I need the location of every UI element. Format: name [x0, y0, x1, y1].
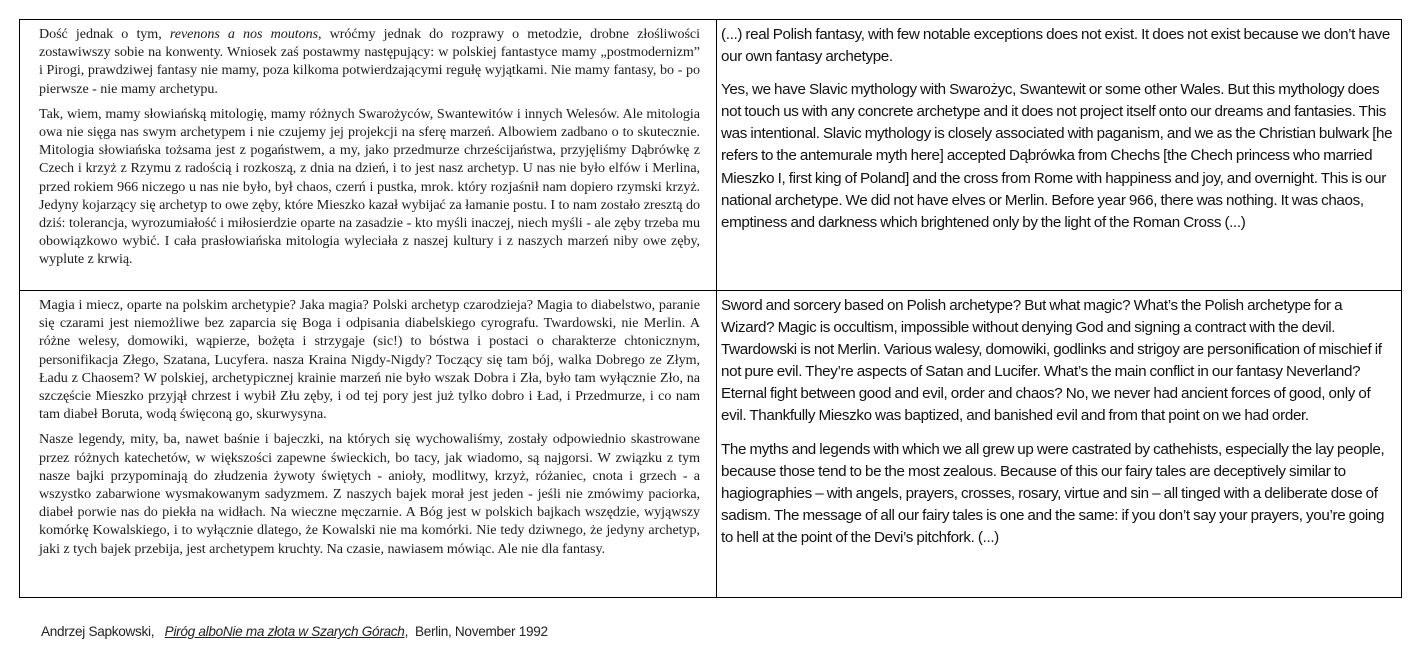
- caption-title-link[interactable]: Piróg alboNie ma złota w Szarych Górach: [164, 624, 405, 639]
- caption-place-date: , Berlin, November 1992: [404, 624, 548, 639]
- polish-text: Dość jednak o tym,: [39, 26, 170, 42]
- source-caption: [41, 624, 548, 639]
- polish-paragraph: Tak, wiem, mamy słowiańską mitologię, mamy różnych Swarożyców, Swantewitów i innych Welesów. Ale mitologia owa nie sięga nas swym archetypem i nie czujemy jej projekcji na sferę marzeń. Albowiem zadbano o to skutecznie. Mitologia słowiańska tożsama jest z pogaństwem, a my, jako przedmurze chrześcijaństwa, przyjęliśmy Dąbrówkę z Czech i krzyż z Rzymu z radością i rozkoszą, z dnia na dzień, i to jest nasz archetyp. U nas nie było elfów i Merlina, przed rokiem 966 niczego u nas nie było, był chaos, czerń i pustka, mrok. który rozjaśnił nam dopiero rzymski krzyż. Jedyny kojarzący się archetyp to owe zęby, które Mieszko kazał wybijać za łamanie postu. I to nam zostało zresztą do dziś: tolerancja, wyrozumiałość i miłosierdzie oparte na zasadzie - kto myśli inaczej, niech myśli - ale zęby trzeba mu obowiązkowo wybić. I cała prasłowiańska mitologia wyleciała z naszej kultury i z naszych marzeń niby owe zęby, wyplute z krwią.: [39, 105, 700, 268]
- polish-paragraph: Magia i miecz, oparte na polskim archetypie? Jaka magia? Polski archetyp czarodzieja? Magia to diabelstwo, paranie się czarami jest niemożliwe bez zaparcia się Boga i odpisania diabelskiego cyrografu. Twardowski, nie Merlin. A różne welesy, domowiki, wąpierze, bożęta i strzygaje (sic!) to bóstwa i postaci o charakterze chtonicznym, personifikacja Złego, Szatana, Lucyfera. nasza Kraina Nigdy-Nigdy? Toczący się tam bój, walka Dobrego ze Złym, Ładu z Chaosem? W polskiej, archetypicznej krainie marzeń nie było wszak Dobra i Zła, było tam wyłącznie Zło, na szczęście Mieszko przyjął chrzest i wybił Złu zęby, i od tej pory jest już tylko dobro i Ład, i Przedmurze, i co nam tam diabeł Boruta, wodą święconą go, skurwysyna.: [39, 297, 700, 423]
- polish-paragraph: Nasze legendy, mity, ba, nawet baśnie i bajeczki, na których się wychowaliśmy, zostały odpowiednio skastrowane przez różnych katechetów, w większości zapewne świeckich, bo tacy, jak wiadomo, są najgorsi. W związku z tym nasze bajki przypominają do złudzenia żywoty świętych - anioły, modlitwy, krzyż, różaniec, cnota i grzech - a wszystko zabarwione wysmakowanym sadyzmem. Z naszych bajek morał jest jeden - jeśli nie zmówimy paciorka, diabeł porwie nas do piekła na widłach. Na wieczne męczarnie. A Bóg jest w polskich bajkach wszędzie, wyjąwszy komórkę Kowalskiego, i to wyłącznie dlatego, że Kowalski nie ma komórki. Nie tedy dziwnego, że jedyny archetyp, jaki z tych bajek przebija, jest archetypem kruchty. Na czasie, nawiasem mówiąc. Ale nie dla fantasy.: [39, 431, 700, 557]
- polish-paragraph: [39, 25, 700, 98]
- english-paragraph: The myths and legends with which we all grew up were castrated by cathehists, especially the lay people, because those tend to be the most zealous. Because of this our fairy tales are deceptively similar to hagiographies – with angels, prayers, crosses, rosary, virtue and sin – all tinged with a deliberate dose of sadism. The message of all our fairy tales is one and the same: if you don’t say your prayers, you’re going to hell at the point of the Devi’s pitchfork. (...): [721, 440, 1385, 546]
- english-paragraph: Sword and sorcery based on Polish archetype? But what magic? What’s the Polish archetype for a Wizard? Magic is occultism, impossible without denying God and signing a contract with the devil. Twardowski is not Merlin. Various walesy, domowiki, godlinks and strigoy are personification of mischief if not pure evil. They’re aspects of Satan and Lucifer. What’s the main conflict in our fantasy Neverland? Eternal fight between good and evil, order and chaos? No, we never had ancient forces of good, only of evil. Thankfully Mieszko was baptized, and banished evil and from that point on we had order.: [721, 297, 1382, 425]
- english-paragraph: (...) real Polish fantasy, with few notable exceptions does not exist. It does not exist because we don’t have our own fantasy archetype.: [721, 26, 1390, 66]
- english-paragraph: Yes, we have Slavic mythology with Swarożyc, Swantewit or some other Wales. But this mythology does not touch us with any concrete archetype and it does not project itself onto our dreams and fantasies. This was intentional. Slavic mythology is closely associated with paganism, and we as the Christian bulwark [he refers to the antemurale myth here] accepted Dąbrówka from Chechs [the Chech princess who married Mieszko I, first king of Poland] and the cross from Rome with happiness and joy, and overnight. This is our national archetype. We did not have elves or Merlin. Before year 966, there was nothing. It was chaos, emptiness and darkness which brightened only by the light of the Roman Cross (...): [721, 81, 1393, 231]
- english-cell-1: [717, 20, 1401, 291]
- polish-italic-phrase: revenons a nos moutons: [169, 26, 319, 42]
- polish-cell-1: [20, 20, 717, 291]
- polish-text: , wróćmy jednak do rozprawy o metodzie, drobne złośliwości zostawiwszy sobie na konwenty. Wniosek zaś postawmy następujący: w polskiej fantastyce mamy „postmodernizm” i Pirogi, prawdziwej fantasy nie mamy, poza kilkoma potwierdzającymi regułę wyjątkami. Nie mamy fantasy, bo - po pierwsze - nie mamy archetypu.: [39, 26, 701, 97]
- english-cell-2: [717, 291, 1401, 597]
- caption-author: Andrzej Sapkowski,: [41, 624, 155, 639]
- translation-table: [19, 19, 1402, 598]
- polish-cell-2: [20, 291, 717, 597]
